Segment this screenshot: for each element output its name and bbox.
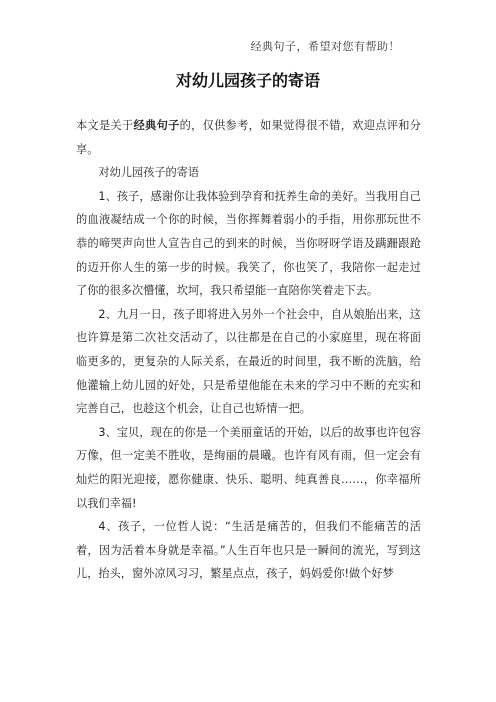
paragraph-1: 1、孩子，感谢你让我体验到孕育和抚养生命的美好。当我用自己的血液凝结成一个你的时候，当你挥舞着弱小的手指，用你那玩世不恭的啼哭声向世人宣告自己的到来的时候，当你呀呀学语及蹒跚跟跄的迈开你人生的第一步的时候。我笑了，你也笑了，我陪你一起走过了你的很多次懵懂，坎坷，我只希望能一直陪你笑着走下去。 bbox=[76, 189, 421, 298]
intro-paragraph bbox=[76, 114, 421, 161]
paragraph-4: 4、孩子，一位哲人说：“生活是痛苦的，但我们不能痛苦的活着，因为活着本身就是幸福。”人生百年也只是一瞬间的流光，写到这儿，抬头，窗外凉风习习，繁星点点，孩子，妈妈爱你!做个好梦 bbox=[76, 520, 421, 581]
paragraph-2: 2、九月一日，孩子即将进入另外一个社会中，自从娘胎出来，这也许算是第二次社交活动了，以往都是在自己的小家庭里，现在将面临更多的，更复杂的人际关系，在最近的时间里，我不断的洗脑，给他灌输上幼儿园的好处，只是希望他能在未来的学习中不断的充实和完善自己，也趁这个机会，让自己也矫情一把。 bbox=[76, 307, 421, 416]
document-body bbox=[76, 114, 421, 586]
document-title: 对幼儿园孩子的寄语 bbox=[175, 71, 320, 90]
intro-suffix: 的，仅供参考，如果觉得很不错，欢迎点评和分享。 bbox=[76, 119, 421, 156]
intro-prefix: 本文是关于 bbox=[76, 119, 134, 132]
header-note: 经典句子，希望对您有帮助！ bbox=[250, 40, 400, 53]
section-subtitle: 对幼儿园孩子的寄语 bbox=[98, 166, 200, 180]
intro-keyword: 经典句子 bbox=[133, 119, 180, 132]
paragraph-3: 3、宝贝，现在的你是一个美丽童话的开始，以后的故事也许包容万像，但一定美不胜收，是绚丽的晨曦。也许有风有雨，但一定会有灿烂的阳光迎接，愿你健康、快乐、聪明、纯真善良……，你幸福所以我们幸福! bbox=[76, 425, 421, 510]
